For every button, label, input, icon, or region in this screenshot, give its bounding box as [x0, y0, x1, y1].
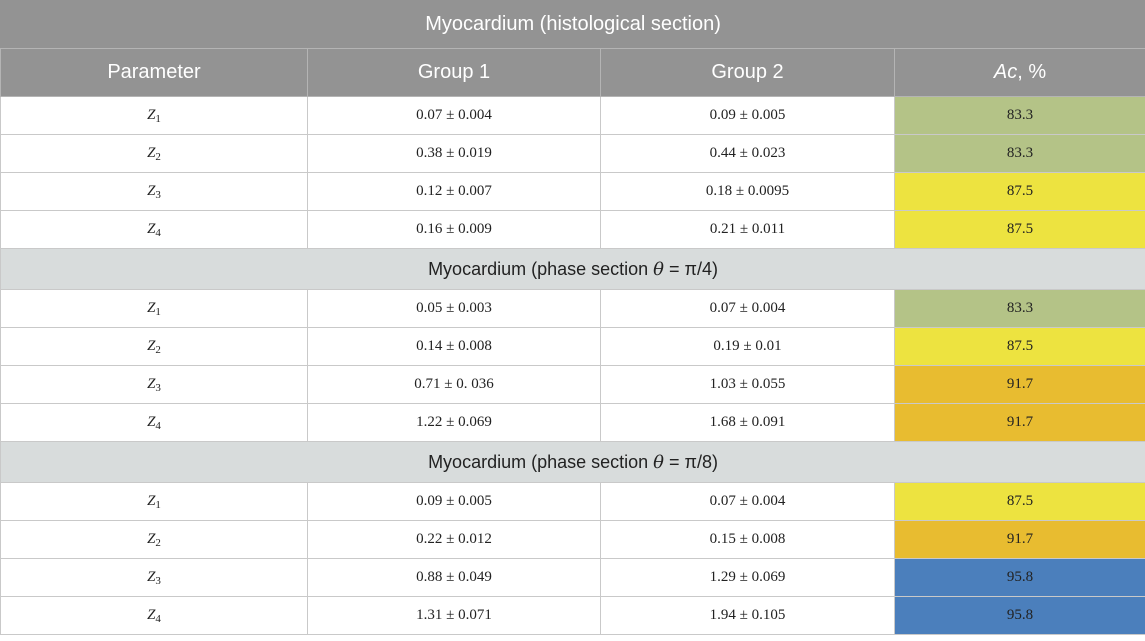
parameter-symbol: Z	[147, 144, 156, 161]
group1-cell: 0.07 ± 0.004	[308, 97, 601, 135]
parameter-cell	[1, 521, 308, 559]
group1-cell: 0.16 ± 0.009	[308, 211, 601, 249]
parameter-symbol: Z	[147, 337, 156, 354]
accuracy-cell: 91.7	[895, 366, 1145, 404]
accuracy-cell: 83.3	[895, 290, 1145, 328]
section-header-row	[1, 442, 1145, 483]
header-accuracy	[895, 49, 1145, 97]
table-title-row	[1, 1, 1145, 49]
parameter-subscript: 4	[155, 419, 161, 432]
parameter-subscript: 4	[155, 612, 161, 625]
group2-cell: 0.19 ± 0.01	[601, 328, 895, 366]
parameter-cell	[1, 135, 308, 173]
parameter-cell	[1, 404, 308, 442]
group1-cell: 0.88 ± 0.049	[308, 559, 601, 597]
header-accuracy-var: Ac	[993, 61, 1018, 83]
parameter-subscript: 2	[155, 536, 161, 549]
parameter-subscript: 3	[155, 381, 161, 394]
parameter-subscript: 2	[155, 343, 161, 356]
table-title: Myocardium (histological section)	[1, 1, 1145, 49]
parameter-cell	[1, 211, 308, 249]
parameter-symbol: Z	[147, 413, 156, 430]
group2-cell: 1.94 ± 0.105	[601, 597, 895, 635]
parameter-cell	[1, 483, 308, 521]
group1-cell: 1.31 ± 0.071	[308, 597, 601, 635]
parameter-subscript: 1	[155, 498, 161, 511]
group2-cell: 0.44 ± 0.023	[601, 135, 895, 173]
accuracy-cell: 87.5	[895, 173, 1145, 211]
table-row	[1, 97, 1145, 135]
parameter-symbol: Z	[147, 106, 156, 123]
parameter-cell	[1, 290, 308, 328]
group2-cell: 1.03 ± 0.055	[601, 366, 895, 404]
group2-cell: 0.21 ± 0.011	[601, 211, 895, 249]
accuracy-cell: 91.7	[895, 404, 1145, 442]
accuracy-cell: 83.3	[895, 135, 1145, 173]
table-row	[1, 521, 1145, 559]
group2-cell: 0.07 ± 0.004	[601, 290, 895, 328]
parameter-cell	[1, 597, 308, 635]
parameter-subscript: 2	[155, 150, 161, 163]
group1-cell: 1.22 ± 0.069	[308, 404, 601, 442]
parameter-symbol: Z	[147, 299, 156, 316]
section-header	[1, 442, 1145, 483]
column-header-row	[1, 49, 1145, 97]
group2-cell: 0.15 ± 0.008	[601, 521, 895, 559]
group1-cell: 0.22 ± 0.012	[308, 521, 601, 559]
parameter-cell	[1, 173, 308, 211]
header-parameter: Parameter	[1, 49, 308, 97]
header-group1: Group 1	[308, 49, 601, 97]
parameter-cell	[1, 97, 308, 135]
group2-cell: 1.29 ± 0.069	[601, 559, 895, 597]
group1-cell: 0.38 ± 0.019	[308, 135, 601, 173]
parameter-symbol: Z	[147, 220, 156, 237]
table-row	[1, 597, 1145, 635]
accuracy-cell: 91.7	[895, 521, 1145, 559]
section-header	[1, 249, 1145, 290]
accuracy-cell: 95.8	[895, 559, 1145, 597]
accuracy-cell: 87.5	[895, 483, 1145, 521]
section-label-prefix: Myocardium (phase section	[428, 258, 654, 279]
table-row	[1, 211, 1145, 249]
parameter-symbol: Z	[147, 492, 156, 509]
table-row	[1, 483, 1145, 521]
table-row	[1, 559, 1145, 597]
section-label-theta: θ	[653, 258, 665, 280]
parameter-subscript: 4	[155, 226, 161, 239]
section-label-suffix: = π/8)	[664, 451, 718, 472]
group1-cell: 0.09 ± 0.005	[308, 483, 601, 521]
accuracy-cell: 95.8	[895, 597, 1145, 635]
table-row	[1, 366, 1145, 404]
accuracy-cell: 83.3	[895, 97, 1145, 135]
table-row	[1, 404, 1145, 442]
section-label-suffix: = π/4)	[664, 258, 718, 279]
group1-cell: 0.05 ± 0.003	[308, 290, 601, 328]
table-body	[1, 97, 1145, 635]
header-accuracy-unit: , %	[1017, 61, 1047, 83]
table-row	[1, 173, 1145, 211]
group1-cell: 0.71 ± 0. 036	[308, 366, 601, 404]
section-header-row	[1, 249, 1145, 290]
parameter-symbol: Z	[147, 606, 156, 623]
accuracy-cell: 87.5	[895, 328, 1145, 366]
header-group2: Group 2	[601, 49, 895, 97]
parameter-cell	[1, 366, 308, 404]
parameter-symbol: Z	[147, 375, 156, 392]
parameter-subscript: 3	[155, 574, 161, 587]
parameter-cell	[1, 328, 308, 366]
parameter-subscript: 3	[155, 188, 161, 201]
table-row	[1, 328, 1145, 366]
table-row	[1, 135, 1145, 173]
parameter-subscript: 1	[155, 112, 161, 125]
table-row	[1, 290, 1145, 328]
parameter-cell	[1, 559, 308, 597]
parameter-symbol: Z	[147, 182, 156, 199]
section-label-prefix: Myocardium (phase section	[428, 451, 654, 472]
accuracy-cell: 87.5	[895, 211, 1145, 249]
group2-cell: 0.07 ± 0.004	[601, 483, 895, 521]
section-label-theta: θ	[653, 451, 665, 473]
parameter-symbol: Z	[147, 530, 156, 547]
group2-cell: 0.09 ± 0.005	[601, 97, 895, 135]
group1-cell: 0.12 ± 0.007	[308, 173, 601, 211]
parameter-subscript: 1	[155, 305, 161, 318]
group2-cell: 1.68 ± 0.091	[601, 404, 895, 442]
group1-cell: 0.14 ± 0.008	[308, 328, 601, 366]
parameter-symbol: Z	[147, 568, 156, 585]
group2-cell: 0.18 ± 0.0095	[601, 173, 895, 211]
